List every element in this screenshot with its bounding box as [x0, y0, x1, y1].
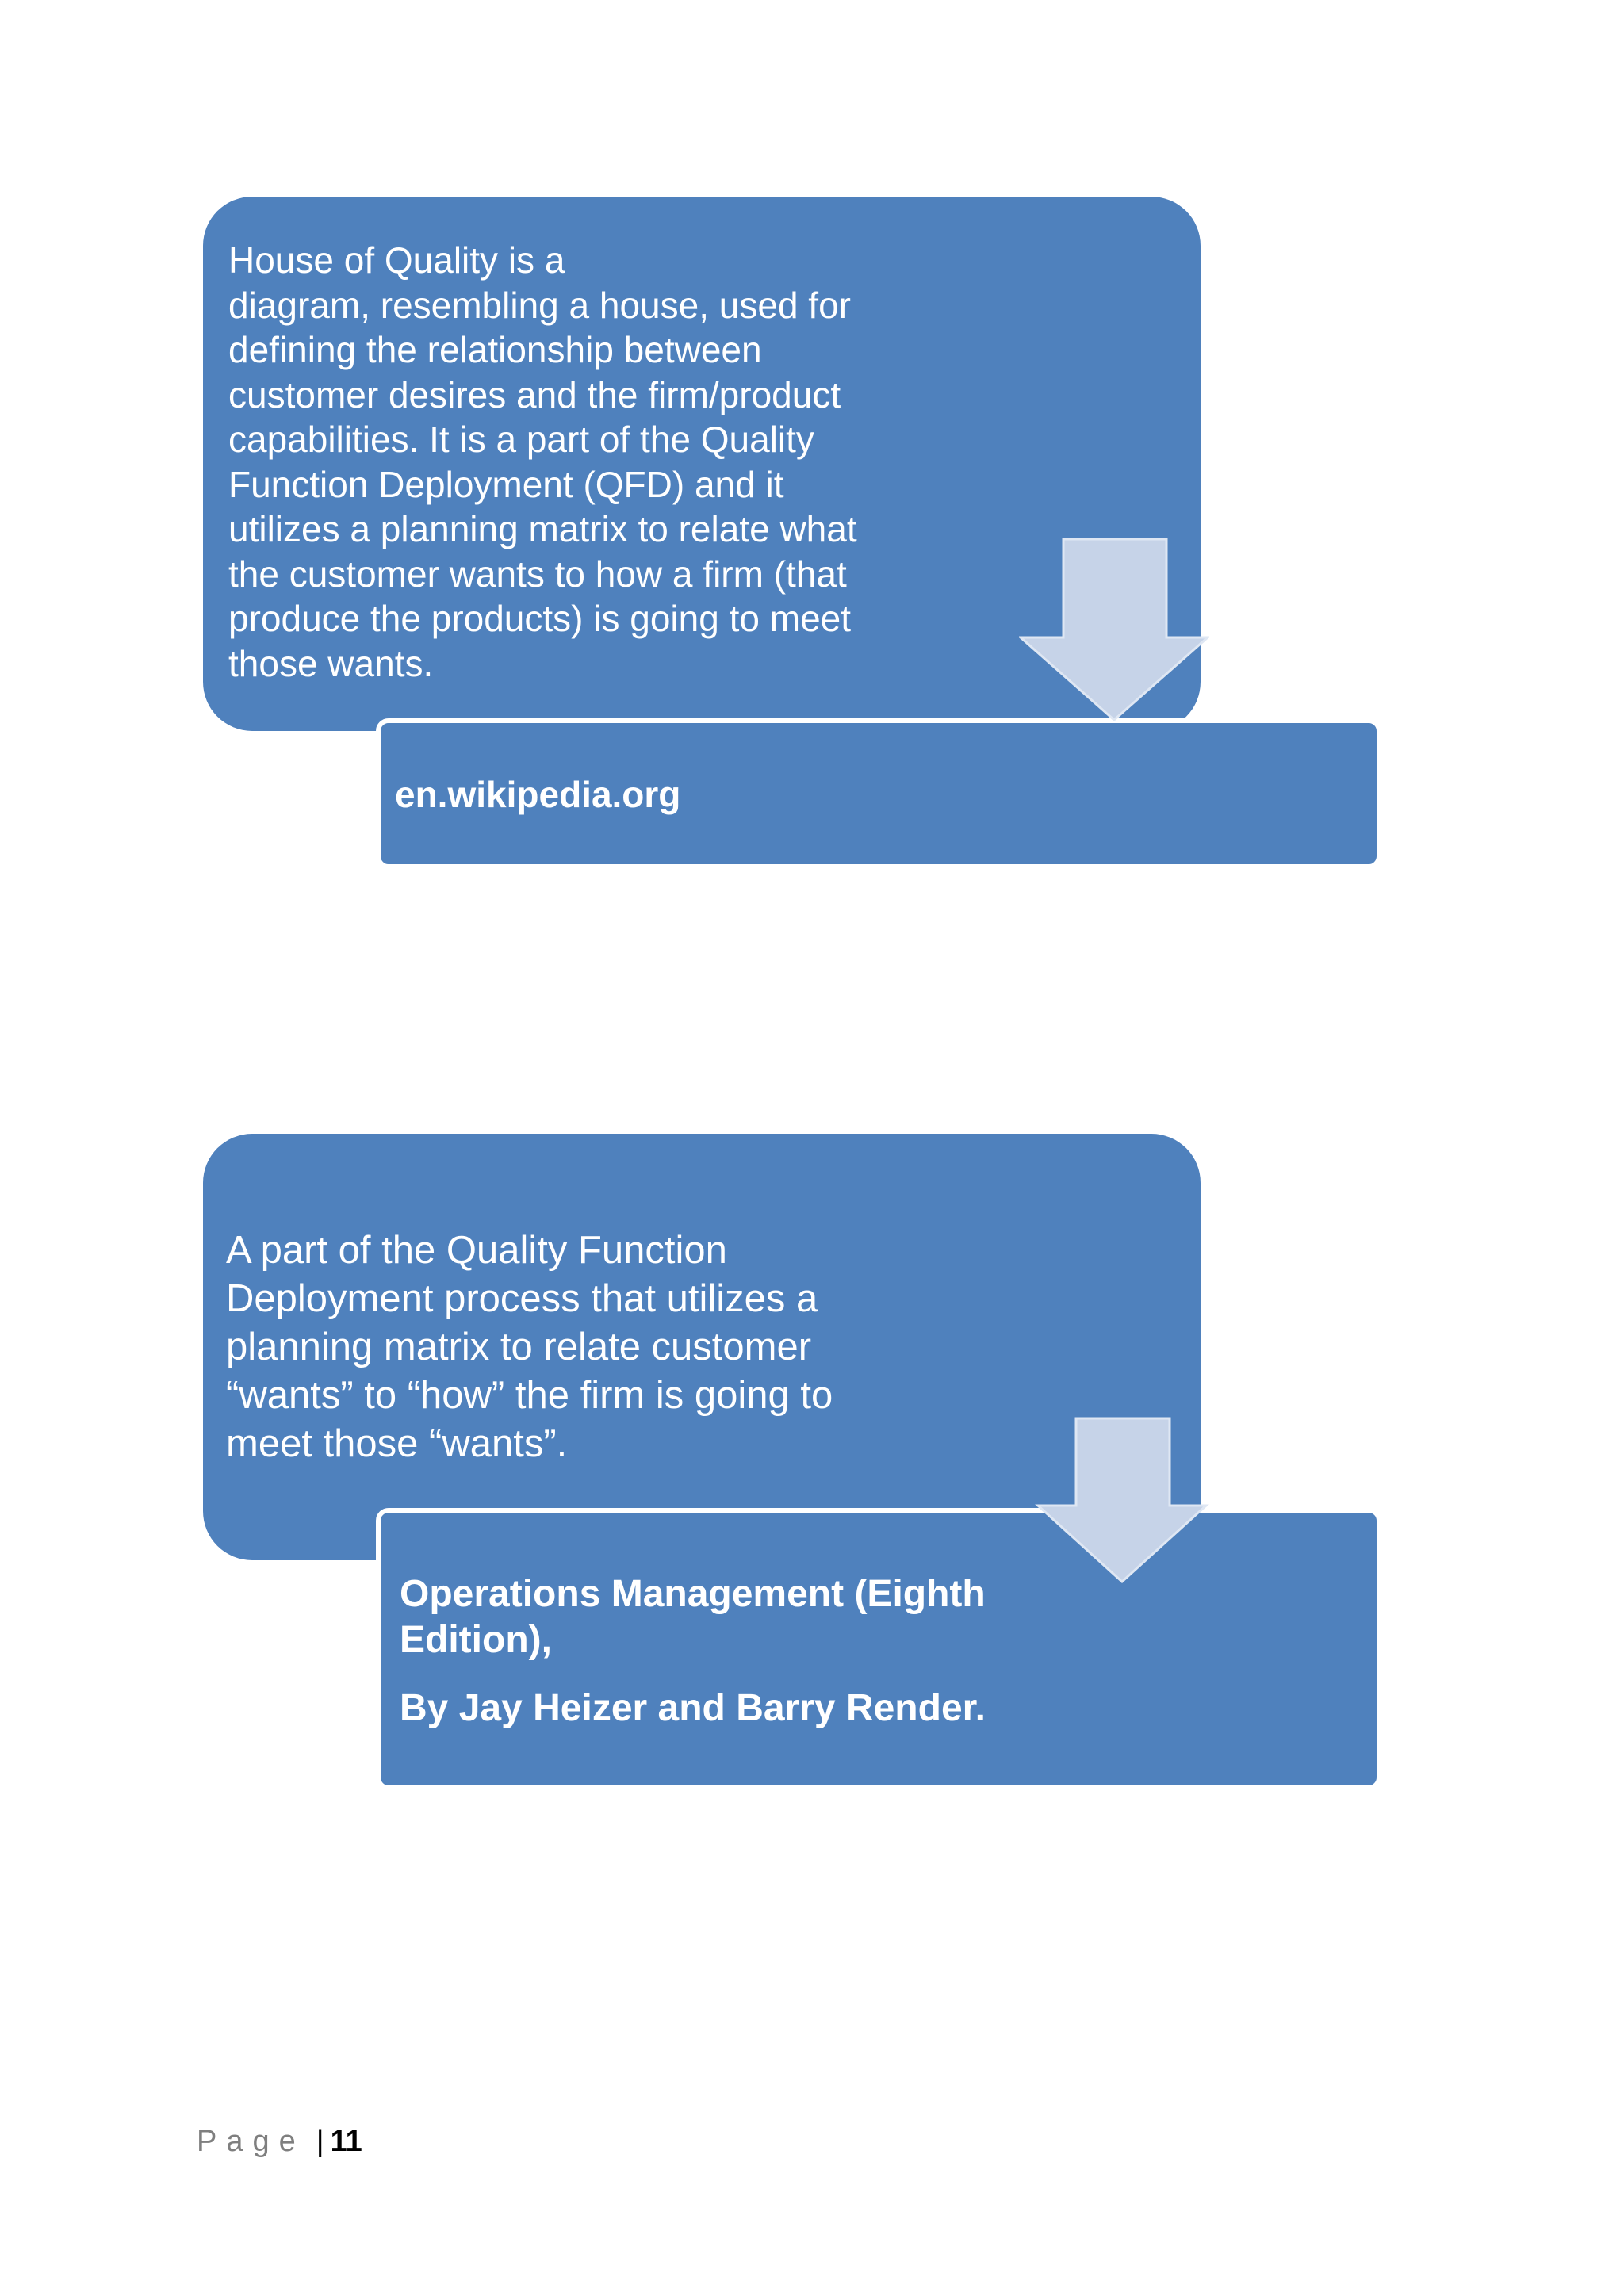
page-label: Page	[197, 2125, 305, 2158]
text-line: meet those “wants”.	[226, 1422, 568, 1465]
definition-text-1	[228, 238, 926, 686]
page-footer	[197, 2125, 362, 2159]
source-text-2	[400, 1571, 1193, 1732]
text-line: House of Quality is a	[228, 239, 565, 281]
definition-text-2	[226, 1226, 940, 1468]
text-line: capabilities. It is a part of the Quality	[228, 419, 814, 460]
text-line: those wants.	[228, 642, 434, 684]
page-separator: |	[316, 2125, 324, 2158]
source-text-1	[395, 772, 1346, 817]
text-line: produce the products) is going to meet	[228, 598, 852, 639]
text-line: Deployment process that utilizes a	[226, 1277, 818, 1320]
text-line: planning matrix to relate customer	[226, 1326, 812, 1368]
source-authors: By Jay Heizer and Barry Render.	[400, 1687, 986, 1729]
text-line: customer desires and the firm/product	[228, 373, 841, 415]
text-line: defining the relationship between	[228, 329, 762, 370]
text-line: diagram, resembling a house, used for	[228, 284, 851, 326]
source-title-line: Operations Management (Eighth	[400, 1573, 986, 1615]
source-label: en.wikipedia.org	[395, 774, 681, 815]
text-line: A part of the Quality Function	[226, 1229, 727, 1272]
text-line: Function Deployment (QFD) and it	[228, 463, 784, 505]
text-line: “wants” to “how” the firm is going to	[226, 1374, 833, 1417]
text-line: the customer wants to how a firm (that	[228, 553, 847, 595]
page-number: 11	[330, 2125, 362, 2158]
down-arrow-icon	[1019, 536, 1209, 723]
source-title-line: Edition),	[400, 1619, 552, 1661]
text-line: utilizes a planning matrix to relate what	[228, 508, 857, 549]
down-arrow-icon	[1035, 1415, 1209, 1585]
